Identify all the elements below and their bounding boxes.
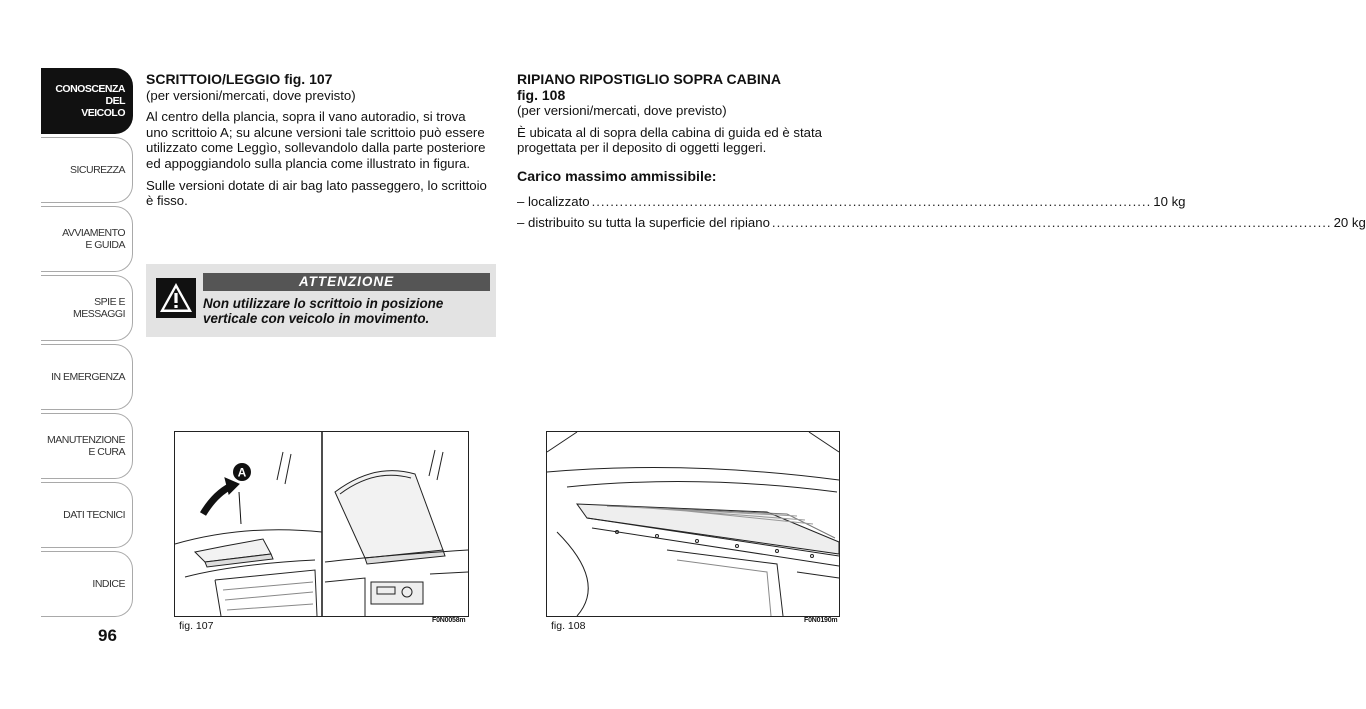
figure-code: F0N0058m — [432, 617, 466, 624]
section-title: SCRITTOIO/LEGGIO fig. 107 — [146, 71, 333, 87]
section-scrittoio — [146, 72, 491, 209]
tab-label: INDICE — [92, 578, 125, 590]
callout-a-label: A — [237, 465, 247, 480]
section-title: RIPIANO RIPOSTIGLIO SOPRA CABINA — [517, 71, 781, 87]
figure-107-desk — [174, 431, 469, 617]
desk-illustration — [175, 432, 468, 616]
section-ripiano — [517, 71, 1366, 237]
tab-label: IN EMERGENZA — [51, 371, 125, 383]
paragraph: È ubicata al di sopra della cabina di guida ed è stata progettata per il deposito di oggetti leggeri. — [517, 124, 822, 156]
tab-conoscenza-del-veicolo[interactable] — [41, 68, 133, 134]
warning-box — [146, 264, 496, 337]
tab-sicurezza[interactable] — [41, 137, 133, 203]
tab-manutenzione-e-cura[interactable] — [41, 413, 133, 479]
chapter-tabs — [41, 68, 133, 620]
shelf-illustration — [547, 432, 839, 616]
load-heading: Carico massimo ammissibile: — [517, 168, 717, 185]
section-subtitle: (per versioni/mercati, dove previsto) — [517, 103, 727, 119]
warning-heading: ATTENZIONE — [203, 273, 490, 291]
paragraph: Al centro della plancia, sopra il vano autoradio, si trova uno scrittoio A; su alcune versioni tale scrittoio può essere utilizzato come Leggìo, sollevandolo dalla parte posteriore ed appoggiandolo sulla plancia come illustrato in figura. — [146, 109, 486, 171]
load-row — [517, 215, 1366, 231]
tab-spie-e-messaggi[interactable] — [41, 275, 133, 341]
dot-leader: ........................................................................................................................ — [591, 193, 1152, 209]
page-number: 96 — [98, 626, 117, 645]
figure-caption: fig. 107 — [179, 620, 214, 632]
tab-label: AVVIAMENTO E GUIDA — [62, 227, 125, 251]
tab-label: SPIE E MESSAGGI — [72, 296, 125, 320]
figure-code: F0N0190m — [804, 617, 838, 624]
tab-avviamento-e-guida[interactable] — [41, 206, 133, 272]
tab-dati-tecnici[interactable] — [41, 482, 133, 548]
warning-triangle-icon — [156, 278, 196, 318]
dot-leader: ........................................................................................................................ — [771, 215, 1332, 231]
section-subtitle: (per versioni/mercati, dove previsto) — [146, 87, 356, 103]
load-label: – distribuito su tutta la superficie del ripiano — [517, 215, 770, 231]
load-value: 20 kg — [1333, 215, 1366, 231]
tab-label: CONOSCENZA DEL VEICOLO — [55, 83, 125, 119]
tab-indice[interactable] — [41, 551, 133, 617]
figure-108-shelf — [546, 431, 840, 617]
paragraph: Sulle versioni dotate di air bag lato passeggero, lo scrittoio è fisso. — [146, 177, 487, 209]
load-label: – localizzato — [517, 193, 590, 209]
tab-label: MANUTENZIONE E CURA — [47, 434, 125, 458]
tab-label: DATI TECNICI — [63, 509, 125, 521]
figure-caption: fig. 108 — [551, 620, 586, 632]
section-title-figref: fig. 108 — [517, 86, 566, 103]
warning-text: Non utilizzare lo scrittoio in posizione verticale con veicolo in movimento. — [203, 296, 444, 326]
load-value: 10 kg — [1153, 193, 1186, 209]
tab-label: SICUREZZA — [69, 164, 125, 176]
callout-a — [233, 463, 251, 481]
load-row — [517, 193, 1186, 210]
tab-in-emergenza[interactable] — [41, 344, 133, 410]
